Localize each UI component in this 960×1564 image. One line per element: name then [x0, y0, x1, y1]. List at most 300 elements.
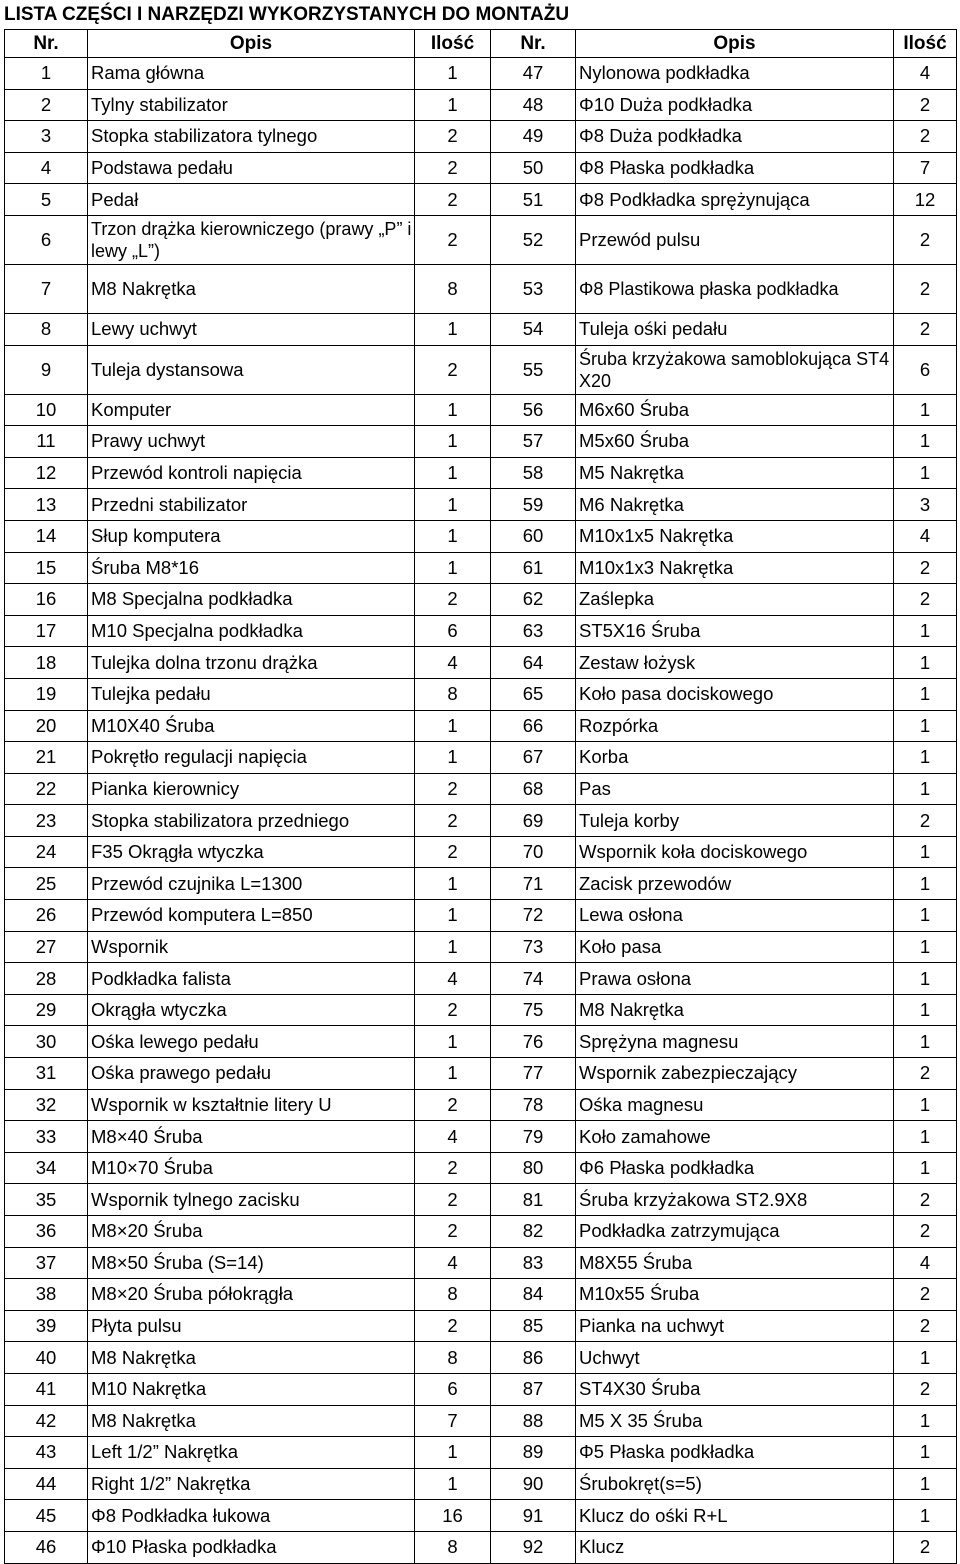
part-number: 76 [491, 1026, 576, 1058]
table-row [5, 184, 957, 216]
part-description: Wspornik koła dociskowego [576, 836, 894, 868]
part-quantity: 8 [415, 1531, 491, 1563]
part-number: 7 [5, 264, 88, 313]
part-quantity: 1 [415, 426, 491, 458]
part-number: 37 [5, 1247, 88, 1279]
part-description: Φ5 Płaska podkładka [576, 1437, 894, 1469]
part-description: Lewy uchwyt [88, 313, 415, 345]
part-quantity: 2 [894, 89, 957, 121]
part-number: 91 [491, 1500, 576, 1532]
part-description: Podkładka zatrzymująca [576, 1216, 894, 1248]
part-description: Trzon drążka kierowniczego (prawy „P” i lewy „L”) [88, 215, 415, 264]
table-row [5, 520, 957, 552]
part-description: Podkładka falista [88, 963, 415, 995]
page-title: LISTA CZĘŚCI I NARZĘDZI WYKORZYSTANYCH DO MONTAŻU [4, 4, 570, 25]
part-number: 79 [491, 1121, 576, 1153]
part-number: 3 [5, 121, 88, 153]
part-quantity: 2 [415, 805, 491, 837]
part-number: 81 [491, 1184, 576, 1216]
part-number: 46 [5, 1531, 88, 1563]
part-description: M5x60 Śruba [576, 426, 894, 458]
part-number: 42 [5, 1405, 88, 1437]
header-opis-left: Opis [88, 30, 415, 58]
part-description: M10x55 Śruba [576, 1279, 894, 1311]
parts-table [4, 29, 957, 1564]
part-description: Tuleja dystansowa [88, 345, 415, 394]
part-description: M6x60 Śruba [576, 394, 894, 426]
part-quantity: 2 [415, 1089, 491, 1121]
table-row [5, 1026, 957, 1058]
part-quantity: 2 [894, 584, 957, 616]
part-number: 61 [491, 552, 576, 584]
part-description: Śrubokręt(s=5) [576, 1468, 894, 1500]
part-quantity: 1 [415, 313, 491, 345]
part-number: 25 [5, 868, 88, 900]
part-quantity: 2 [415, 1152, 491, 1184]
part-description: M8×20 Śruba [88, 1216, 415, 1248]
part-number: 88 [491, 1405, 576, 1437]
part-description: Φ8 Duża podkładka [576, 121, 894, 153]
part-number: 24 [5, 836, 88, 868]
part-number: 43 [5, 1437, 88, 1469]
part-quantity: 2 [415, 152, 491, 184]
part-number: 89 [491, 1437, 576, 1469]
part-quantity: 1 [894, 900, 957, 932]
part-description: Słup komputera [88, 520, 415, 552]
part-number: 56 [491, 394, 576, 426]
part-quantity: 7 [415, 1405, 491, 1437]
table-row [5, 584, 957, 616]
part-description: Wspornik zabezpieczający [576, 1058, 894, 1090]
part-number: 20 [5, 710, 88, 742]
part-description: Zestaw łożysk [576, 647, 894, 679]
part-quantity: 8 [415, 1342, 491, 1374]
table-row [5, 457, 957, 489]
header-opis-right: Opis [576, 30, 894, 58]
part-number: 11 [5, 426, 88, 458]
part-quantity: 4 [415, 1121, 491, 1153]
part-number: 92 [491, 1531, 576, 1563]
part-quantity: 6 [894, 345, 957, 394]
part-description: Stopka stabilizatora przedniego [88, 805, 415, 837]
part-description: ST4X30 Śruba [576, 1373, 894, 1405]
part-number: 47 [491, 58, 576, 90]
part-description: Śruba krzyżakowa samoblokująca ST4 X20 [576, 345, 894, 394]
table-row [5, 647, 957, 679]
part-number: 14 [5, 520, 88, 552]
part-quantity: 1 [894, 457, 957, 489]
part-quantity: 1 [415, 394, 491, 426]
part-quantity: 16 [415, 1500, 491, 1532]
part-quantity: 1 [894, 1468, 957, 1500]
part-quantity: 2 [894, 313, 957, 345]
table-row [5, 1216, 957, 1248]
part-description: Left 1/2” Nakrętka [88, 1437, 415, 1469]
part-quantity: 1 [894, 1152, 957, 1184]
part-number: 6 [5, 215, 88, 264]
part-number: 44 [5, 1468, 88, 1500]
part-quantity: 1 [894, 931, 957, 963]
part-number: 55 [491, 345, 576, 394]
part-number: 84 [491, 1279, 576, 1311]
part-number: 50 [491, 152, 576, 184]
part-description: Φ8 Płaska podkładka [576, 152, 894, 184]
part-description: Lewa osłona [576, 900, 894, 932]
part-description: Przewód kontroli napięcia [88, 457, 415, 489]
part-quantity: 1 [415, 457, 491, 489]
part-quantity: 1 [415, 520, 491, 552]
part-description: Pokrętło regulacji napięcia [88, 742, 415, 774]
header-ilosc-left: Ilość [415, 30, 491, 58]
part-description: Φ10 Duża podkładka [576, 89, 894, 121]
part-quantity: 2 [415, 1184, 491, 1216]
part-quantity: 2 [415, 1216, 491, 1248]
part-quantity: 1 [894, 994, 957, 1026]
part-number: 30 [5, 1026, 88, 1058]
table-row [5, 900, 957, 932]
part-description: Tylny stabilizator [88, 89, 415, 121]
part-description: Tuleja ośki pedału [576, 313, 894, 345]
part-number: 33 [5, 1121, 88, 1153]
part-number: 51 [491, 184, 576, 216]
part-description: Wspornik w kształtnie litery U [88, 1089, 415, 1121]
part-description: M10x1x3 Nakrętka [576, 552, 894, 584]
part-quantity: 2 [415, 836, 491, 868]
part-number: 45 [5, 1500, 88, 1532]
part-quantity: 2 [894, 1184, 957, 1216]
part-number: 52 [491, 215, 576, 264]
part-description: Przewód komputera L=850 [88, 900, 415, 932]
part-description: M8×50 Śruba (S=14) [88, 1247, 415, 1279]
table-row [5, 836, 957, 868]
table-row [5, 121, 957, 153]
part-number: 38 [5, 1279, 88, 1311]
header-nr-left: Nr. [5, 30, 88, 58]
part-quantity: 12 [894, 184, 957, 216]
part-description: Przewód czujnika L=1300 [88, 868, 415, 900]
part-description: Rama główna [88, 58, 415, 90]
part-description: M6 Nakrętka [576, 489, 894, 521]
part-number: 64 [491, 647, 576, 679]
part-number: 67 [491, 742, 576, 774]
part-number: 74 [491, 963, 576, 995]
part-number: 21 [5, 742, 88, 774]
part-quantity: 4 [415, 1247, 491, 1279]
part-number: 40 [5, 1342, 88, 1374]
part-description: Ośka prawego pedału [88, 1058, 415, 1090]
header-nr-right: Nr. [491, 30, 576, 58]
part-number: 82 [491, 1216, 576, 1248]
part-description: Pianka na uchwyt [576, 1310, 894, 1342]
part-quantity: 1 [894, 868, 957, 900]
part-quantity: 1 [415, 742, 491, 774]
part-number: 12 [5, 457, 88, 489]
part-description: Płyta pulsu [88, 1310, 415, 1342]
part-quantity: 2 [894, 1531, 957, 1563]
part-number: 9 [5, 345, 88, 394]
part-quantity: 8 [415, 1279, 491, 1311]
part-number: 59 [491, 489, 576, 521]
part-description: Korba [576, 742, 894, 774]
part-quantity: 2 [415, 215, 491, 264]
part-quantity: 2 [894, 1058, 957, 1090]
part-quantity: 2 [894, 1279, 957, 1311]
part-description: Wspornik [88, 931, 415, 963]
part-quantity: 2 [894, 1373, 957, 1405]
part-number: 41 [5, 1373, 88, 1405]
part-description: M8 Nakrętka [88, 264, 415, 313]
table-row [5, 1310, 957, 1342]
part-number: 15 [5, 552, 88, 584]
part-quantity: 2 [894, 1216, 957, 1248]
part-quantity: 1 [894, 1500, 957, 1532]
part-description: M8X55 Śruba [576, 1247, 894, 1279]
part-description: Tulejka pedału [88, 678, 415, 710]
table-row [5, 773, 957, 805]
part-number: 73 [491, 931, 576, 963]
part-quantity: 4 [415, 647, 491, 679]
table-row [5, 1405, 957, 1437]
part-number: 32 [5, 1089, 88, 1121]
part-description: Ośka lewego pedału [88, 1026, 415, 1058]
table-row [5, 264, 957, 313]
part-number: 69 [491, 805, 576, 837]
part-description: Φ8 Plastikowa płaska podkładka [576, 264, 894, 313]
part-description: Nylonowa podkładka [576, 58, 894, 90]
part-description: Koło pasa dociskowego [576, 678, 894, 710]
table-row [5, 963, 957, 995]
part-description: Φ8 Podkładka łukowa [88, 1500, 415, 1532]
part-number: 18 [5, 647, 88, 679]
part-number: 13 [5, 489, 88, 521]
part-description: Klucz do ośki R+L [576, 1500, 894, 1532]
part-description: M8×40 Śruba [88, 1121, 415, 1153]
table-header-row [5, 30, 957, 58]
part-description: Pianka kierownicy [88, 773, 415, 805]
part-number: 75 [491, 994, 576, 1026]
part-description: F35 Okrągła wtyczka [88, 836, 415, 868]
part-number: 48 [491, 89, 576, 121]
part-quantity: 8 [415, 678, 491, 710]
table-row [5, 1247, 957, 1279]
part-description: Φ10 Płaska podkładka [88, 1531, 415, 1563]
part-quantity: 2 [894, 264, 957, 313]
part-quantity: 1 [415, 900, 491, 932]
part-description: M8 Nakrętka [576, 994, 894, 1026]
part-description: Φ8 Podkładka sprężynująca [576, 184, 894, 216]
part-quantity: 1 [415, 1058, 491, 1090]
part-description: Podstawa pedału [88, 152, 415, 184]
table-row [5, 489, 957, 521]
part-quantity: 4 [894, 58, 957, 90]
part-number: 5 [5, 184, 88, 216]
part-quantity: 6 [415, 1373, 491, 1405]
part-description: Klucz [576, 1531, 894, 1563]
part-number: 86 [491, 1342, 576, 1374]
part-description: Przewód pulsu [576, 215, 894, 264]
part-number: 4 [5, 152, 88, 184]
table-row [5, 868, 957, 900]
part-description: M10×70 Śruba [88, 1152, 415, 1184]
part-quantity: 1 [894, 1342, 957, 1374]
part-quantity: 1 [894, 742, 957, 774]
table-row [5, 552, 957, 584]
part-number: 28 [5, 963, 88, 995]
part-number: 34 [5, 1152, 88, 1184]
part-quantity: 2 [415, 994, 491, 1026]
part-description: M5 X 35 Śruba [576, 1405, 894, 1437]
part-description: Uchwyt [576, 1342, 894, 1374]
part-quantity: 2 [415, 1310, 491, 1342]
part-number: 72 [491, 900, 576, 932]
table-row [5, 426, 957, 458]
part-quantity: 1 [415, 89, 491, 121]
table-row [5, 1121, 957, 1153]
part-quantity: 1 [894, 1089, 957, 1121]
part-description: M5 Nakrętka [576, 457, 894, 489]
part-number: 58 [491, 457, 576, 489]
table-row [5, 1184, 957, 1216]
part-quantity: 2 [415, 584, 491, 616]
part-number: 2 [5, 89, 88, 121]
part-description: Ośka magnesu [576, 1089, 894, 1121]
table-row [5, 215, 957, 264]
part-number: 77 [491, 1058, 576, 1090]
part-number: 17 [5, 615, 88, 647]
part-description: M10 Nakrętka [88, 1373, 415, 1405]
part-number: 26 [5, 900, 88, 932]
part-number: 54 [491, 313, 576, 345]
part-description: Prawy uchwyt [88, 426, 415, 458]
part-number: 22 [5, 773, 88, 805]
part-description: Φ6 Płaska podkładka [576, 1152, 894, 1184]
table-row [5, 394, 957, 426]
part-description: M10 Specjalna podkładka [88, 615, 415, 647]
part-number: 65 [491, 678, 576, 710]
part-quantity: 7 [894, 152, 957, 184]
part-quantity: 2 [894, 215, 957, 264]
part-quantity: 2 [894, 121, 957, 153]
parts-table-body [5, 58, 957, 1564]
part-quantity: 1 [894, 710, 957, 742]
part-quantity: 1 [894, 1121, 957, 1153]
part-quantity: 1 [415, 931, 491, 963]
part-description: Koło pasa [576, 931, 894, 963]
table-row [5, 1089, 957, 1121]
part-number: 60 [491, 520, 576, 552]
part-number: 78 [491, 1089, 576, 1121]
part-number: 70 [491, 836, 576, 868]
table-row [5, 678, 957, 710]
part-quantity: 1 [894, 1437, 957, 1469]
part-number: 8 [5, 313, 88, 345]
part-description: M10x1x5 Nakrętka [576, 520, 894, 552]
part-number: 85 [491, 1310, 576, 1342]
table-row [5, 89, 957, 121]
part-description: Przedni stabilizator [88, 489, 415, 521]
part-quantity: 1 [894, 1405, 957, 1437]
table-row [5, 931, 957, 963]
part-quantity: 1 [894, 836, 957, 868]
part-description: Tuleja korby [576, 805, 894, 837]
part-number: 53 [491, 264, 576, 313]
table-row [5, 1058, 957, 1090]
table-row [5, 58, 957, 90]
part-number: 90 [491, 1468, 576, 1500]
part-description: Komputer [88, 394, 415, 426]
part-description: Rozpórka [576, 710, 894, 742]
table-row [5, 1279, 957, 1311]
part-number: 71 [491, 868, 576, 900]
part-quantity: 2 [415, 345, 491, 394]
part-number: 68 [491, 773, 576, 805]
table-row [5, 1531, 957, 1563]
part-description: Pedał [88, 184, 415, 216]
part-quantity: 4 [415, 963, 491, 995]
table-row [5, 345, 957, 394]
table-row [5, 313, 957, 345]
table-row [5, 1373, 957, 1405]
part-number: 1 [5, 58, 88, 90]
part-description: Stopka stabilizatora tylnego [88, 121, 415, 153]
part-quantity: 4 [894, 1247, 957, 1279]
part-quantity: 1 [415, 710, 491, 742]
table-row [5, 1468, 957, 1500]
table-row [5, 1342, 957, 1374]
part-quantity: 2 [415, 773, 491, 805]
part-number: 63 [491, 615, 576, 647]
part-quantity: 1 [415, 489, 491, 521]
part-quantity: 3 [894, 489, 957, 521]
part-quantity: 1 [415, 1468, 491, 1500]
part-description: Tulejka dolna trzonu drążka [88, 647, 415, 679]
header-ilosc-right: Ilość [894, 30, 957, 58]
table-row [5, 710, 957, 742]
part-quantity: 1 [894, 1026, 957, 1058]
part-quantity: 1 [894, 963, 957, 995]
part-number: 10 [5, 394, 88, 426]
table-row [5, 742, 957, 774]
part-quantity: 1 [415, 552, 491, 584]
part-number: 62 [491, 584, 576, 616]
part-quantity: 1 [894, 773, 957, 805]
part-number: 19 [5, 678, 88, 710]
part-description: M8×20 Śruba półokrągła [88, 1279, 415, 1311]
part-description: Śruba M8*16 [88, 552, 415, 584]
part-quantity: 1 [415, 1026, 491, 1058]
table-row [5, 994, 957, 1026]
part-number: 57 [491, 426, 576, 458]
part-description: M8 Specjalna podkładka [88, 584, 415, 616]
part-description: M8 Nakrętka [88, 1342, 415, 1374]
part-quantity: 2 [415, 121, 491, 153]
part-quantity: 2 [894, 552, 957, 584]
part-quantity: 1 [894, 615, 957, 647]
part-description: Pas [576, 773, 894, 805]
part-description: Wspornik tylnego zacisku [88, 1184, 415, 1216]
part-quantity: 1 [894, 678, 957, 710]
part-description: Prawa osłona [576, 963, 894, 995]
part-quantity: 1 [894, 426, 957, 458]
part-description: Zaślepka [576, 584, 894, 616]
part-quantity: 1 [894, 394, 957, 426]
part-number: 36 [5, 1216, 88, 1248]
part-number: 87 [491, 1373, 576, 1405]
part-description: Right 1/2” Nakrętka [88, 1468, 415, 1500]
part-quantity: 6 [415, 615, 491, 647]
part-quantity: 1 [415, 58, 491, 90]
part-number: 83 [491, 1247, 576, 1279]
